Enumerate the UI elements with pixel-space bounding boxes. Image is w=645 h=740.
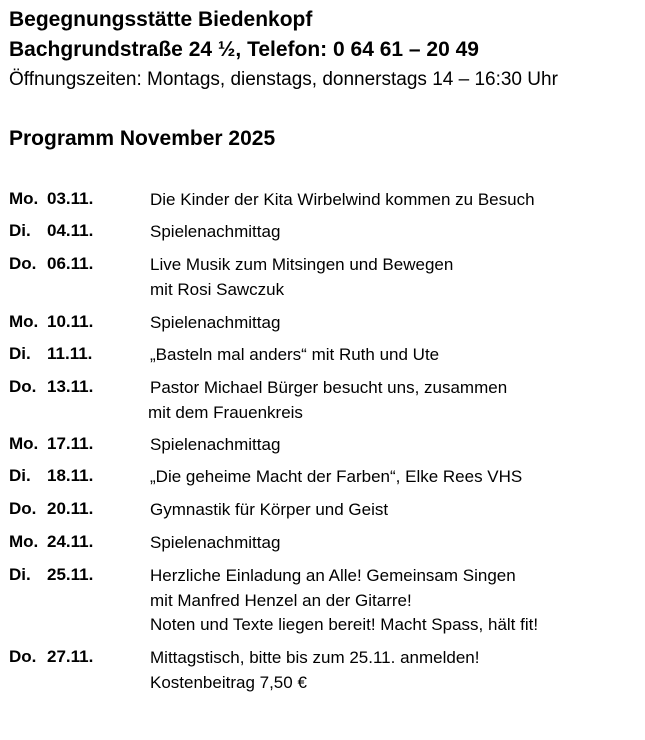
entry-description-line: mit dem Frauenkreis <box>148 402 303 422</box>
entry-description <box>150 220 280 245</box>
entry-description-line: „Die geheime Macht der Farben“, Elke Rees VHS <box>150 467 523 486</box>
entry-description <box>150 498 388 523</box>
entry-description-line: Herzliche Einladung an Alle! Gemeinsam Singen <box>150 566 516 585</box>
entry-description <box>150 531 280 556</box>
entry-weekday: Mo. <box>9 312 39 331</box>
entry-description <box>150 343 439 368</box>
entry-date: 10.11. <box>47 312 94 331</box>
entry-date: 11.11. <box>47 344 93 363</box>
entry-date: 24.11. <box>47 532 94 551</box>
program-title: Programm November 2025 <box>9 127 276 150</box>
entry-description-line: Spielenachmittag <box>150 222 281 241</box>
entry-description <box>150 376 507 425</box>
entry-weekday: Di. <box>9 221 31 240</box>
entry-date: 25.11. <box>47 565 94 584</box>
entry-description <box>150 465 522 490</box>
entry-weekday: Do. <box>9 377 37 396</box>
entry-weekday: Di. <box>9 344 31 363</box>
opening-hours: Öffnungszeiten: Montags, dienstags, donnerstags 14 – 16:30 Uhr <box>9 69 558 90</box>
entry-description-line: Spielenachmittag <box>150 533 281 552</box>
entry-date: 17.11. <box>47 434 94 453</box>
entry-weekday: Di. <box>9 466 31 485</box>
entry-description-line: Mittagstisch, bitte bis zum 25.11. anmelden! <box>150 648 480 667</box>
entry-weekday: Do. <box>9 499 37 518</box>
entry-description <box>150 646 479 695</box>
entry-description <box>150 433 280 458</box>
entry-description-line: Kostenbeitrag 7,50 € <box>150 672 307 692</box>
entry-weekday: Mo. <box>9 532 39 551</box>
entry-weekday: Mo. <box>9 189 39 208</box>
entry-date: 27.11. <box>47 647 94 666</box>
entry-description-line: Pastor Michael Bürger besucht uns, zusammen <box>150 378 508 397</box>
entry-description-line: mit Rosi Sawczuk <box>150 279 285 299</box>
entry-description <box>150 253 453 302</box>
entry-description-line: Noten und Texte liegen bereit! Macht Spass, hält fit! <box>150 615 539 634</box>
entry-weekday: Do. <box>9 647 37 666</box>
entry-weekday: Mo. <box>9 434 39 453</box>
entry-weekday: Di. <box>9 565 31 584</box>
entry-description-line: Live Musik zum Mitsingen und Bewegen <box>150 255 454 274</box>
entry-description <box>150 188 535 213</box>
entry-description-line: Die Kinder der Kita Wirbelwind kommen zu Besuch <box>150 190 535 209</box>
entry-description-line: mit Manfred Henzel an der Gitarre! <box>150 590 412 610</box>
entry-date: 06.11. <box>47 254 94 273</box>
entry-date: 20.11. <box>47 499 94 518</box>
entry-date: 04.11. <box>47 221 94 240</box>
entry-description-line: Spielenachmittag <box>150 435 281 454</box>
entry-date: 18.11. <box>47 466 94 485</box>
venue-address: Bachgrundstraße 24 ½, Telefon: 0 64 61 – 20 49 <box>9 38 479 61</box>
venue-title: Begegnungsstätte Biedenkopf <box>9 8 313 31</box>
entry-description-line: Gymnastik für Körper und Geist <box>150 500 389 519</box>
entry-date: 13.11. <box>47 377 94 396</box>
entry-description <box>150 311 280 336</box>
entry-description-line: „Basteln mal anders“ mit Ruth und Ute <box>150 345 440 364</box>
entry-date: 03.11. <box>47 189 94 208</box>
entry-weekday: Do. <box>9 254 37 273</box>
entry-description <box>150 564 538 638</box>
entry-description-line: Spielenachmittag <box>150 313 281 332</box>
